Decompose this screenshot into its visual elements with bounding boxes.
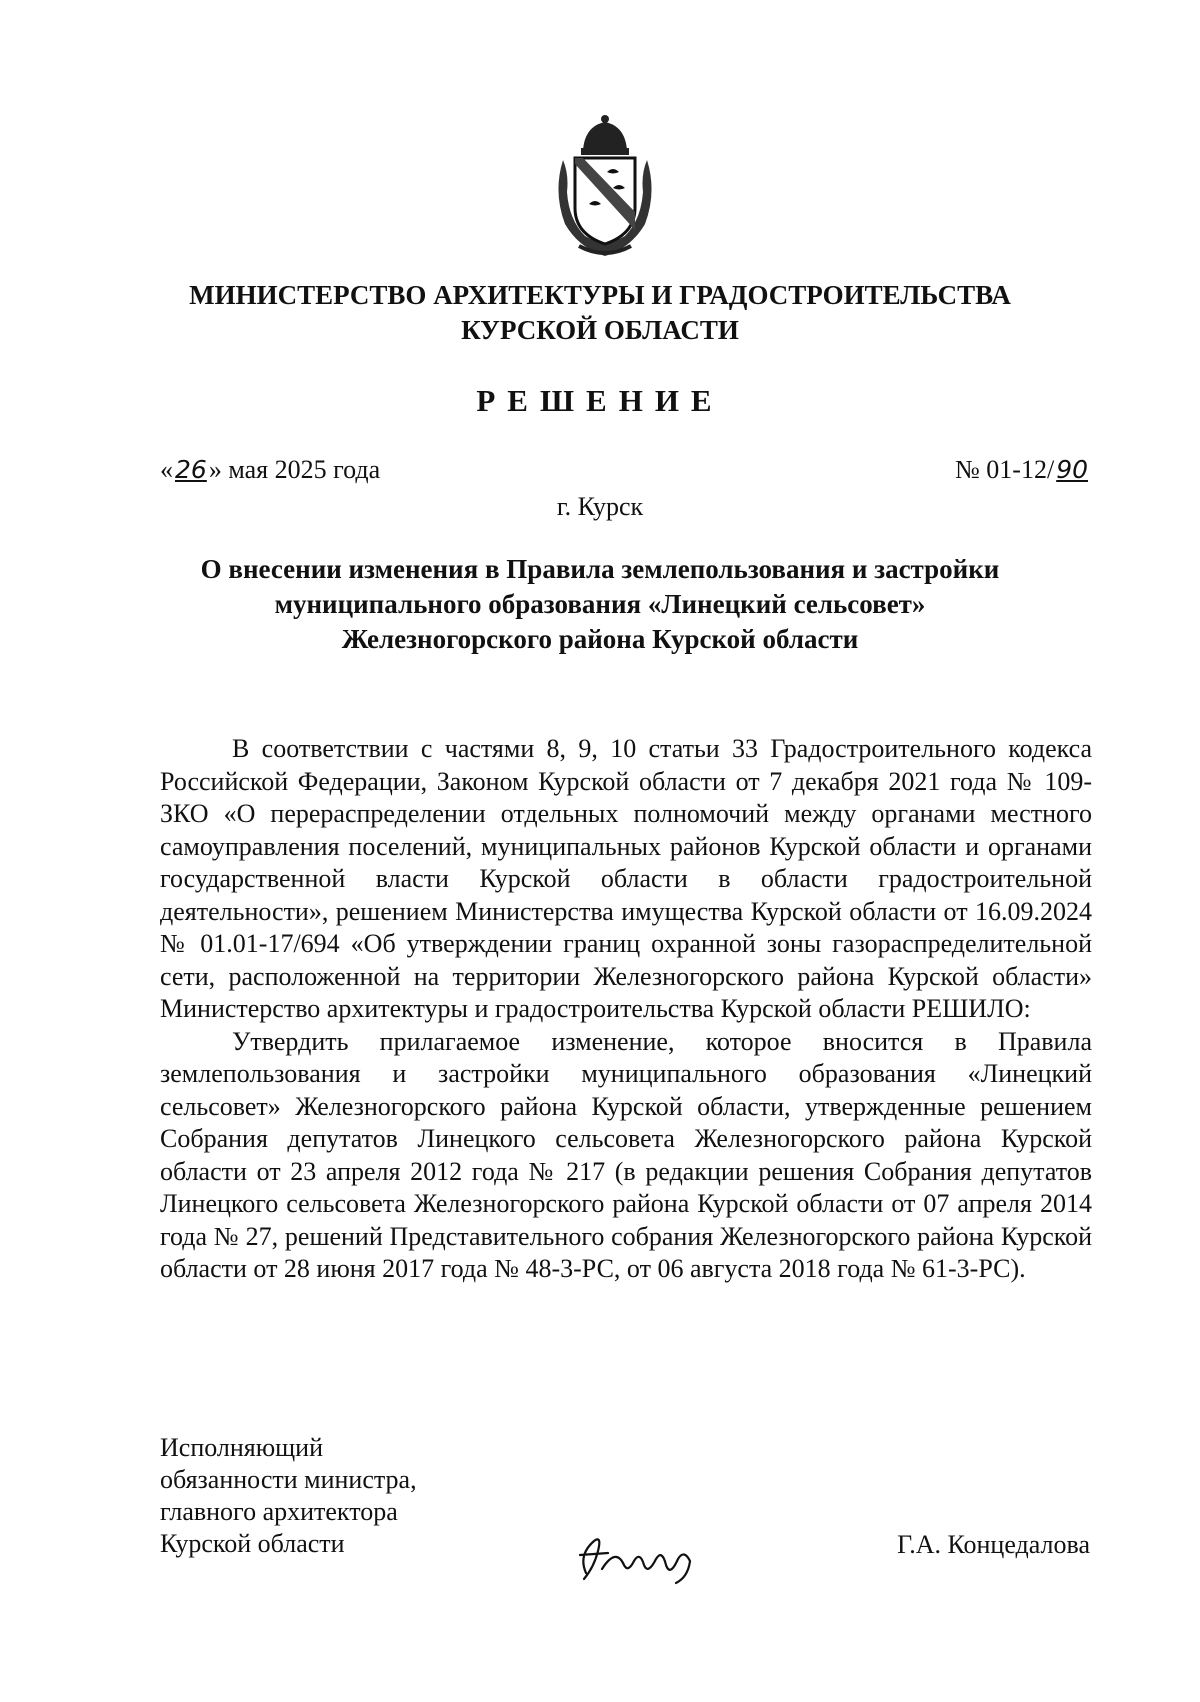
ministry-name (0, 278, 1200, 348)
handwritten-signature-icon (572, 1525, 712, 1585)
kursk-oblast-coat-of-arms-icon (545, 112, 665, 262)
ministry-name-line1: МИНИСТЕРСТВО АРХИТЕКТУРЫ И ГРАДОСТРОИТЕЛЬСТВА (189, 280, 1011, 310)
signer-position (160, 1432, 417, 1560)
body-paragraph-1: В соответствии с частями 8, 9, 10 статьи 33 Градостроительного кодекса Российской Федерации, Законом Курской области от 7 декабря 2021 года № 109-ЗКО «О перераспределении отдельных полномочий между органами местного самоуправления поселений, муниципальных районов Курской области и органами государственной власти Курской области в области градостроительной деятельности», решением Министерства имущества Курской области от 16.09.2024 № 01.01-17/694 «Об утверждении границ охранной зоны газораспределительной сети, расположенной на территории Железногорского района Курской области» Министерство архитектуры и градостроительства Курской области РЕШИЛО: (160, 734, 1092, 1023)
document-number-prefix: № 01-12/ (954, 455, 1055, 484)
signer-position-line2: обязанности министра, (160, 1465, 417, 1494)
document-body (160, 733, 1092, 1286)
signer-position-line1: Исполняющий (160, 1433, 324, 1462)
signer-position-line4: Курской области (160, 1529, 345, 1558)
document-city: г. Курск (556, 492, 644, 521)
date-month-year: » мая 2025 года (208, 455, 381, 484)
subject-line1: О внесении изменения в Правила землепользования и застройки (200, 554, 1000, 584)
body-paragraph-2: Утвердить прилагаемое изменение, которое вносится в Правила землепользования и застройки муниципального образования «Линецкий сельсовет» Железногорского района Курской области, утвержденные решением Собрания депутатов Линецкого сельсовета Железногорского района Курской области от 23 апреля 2012 года № 217 (в редакции решения Собрания депутатов Линецкого сельсовета Железногорского района Курской области от 07 апреля 2014 года № 27, решений Представительного собрания Железногорского района Курской области от 28 июня 2017 года № 48-3-РС, от 06 августа 2018 года № 61-3-РС). (160, 1026, 1092, 1283)
document-subject (140, 552, 1060, 657)
document-number (955, 455, 1090, 485)
subject-line2: муниципального образования «Линецкий сельсовет» (274, 589, 926, 619)
handwritten-day: 26 (175, 455, 207, 484)
document-date (160, 455, 380, 485)
date-quote-open: « (160, 455, 173, 484)
ministry-name-line2: КУРСКОЙ ОБЛАСТИ (461, 315, 739, 345)
signer-name: Г.А. Концедалова (897, 1530, 1090, 1559)
document-type-title: РЕШЕНИЕ (476, 383, 724, 418)
signer-position-line3: главного архитектора (160, 1497, 398, 1526)
subject-line3: Железногорского района Курской области (341, 624, 859, 654)
handwritten-number: 90 (1056, 455, 1088, 484)
